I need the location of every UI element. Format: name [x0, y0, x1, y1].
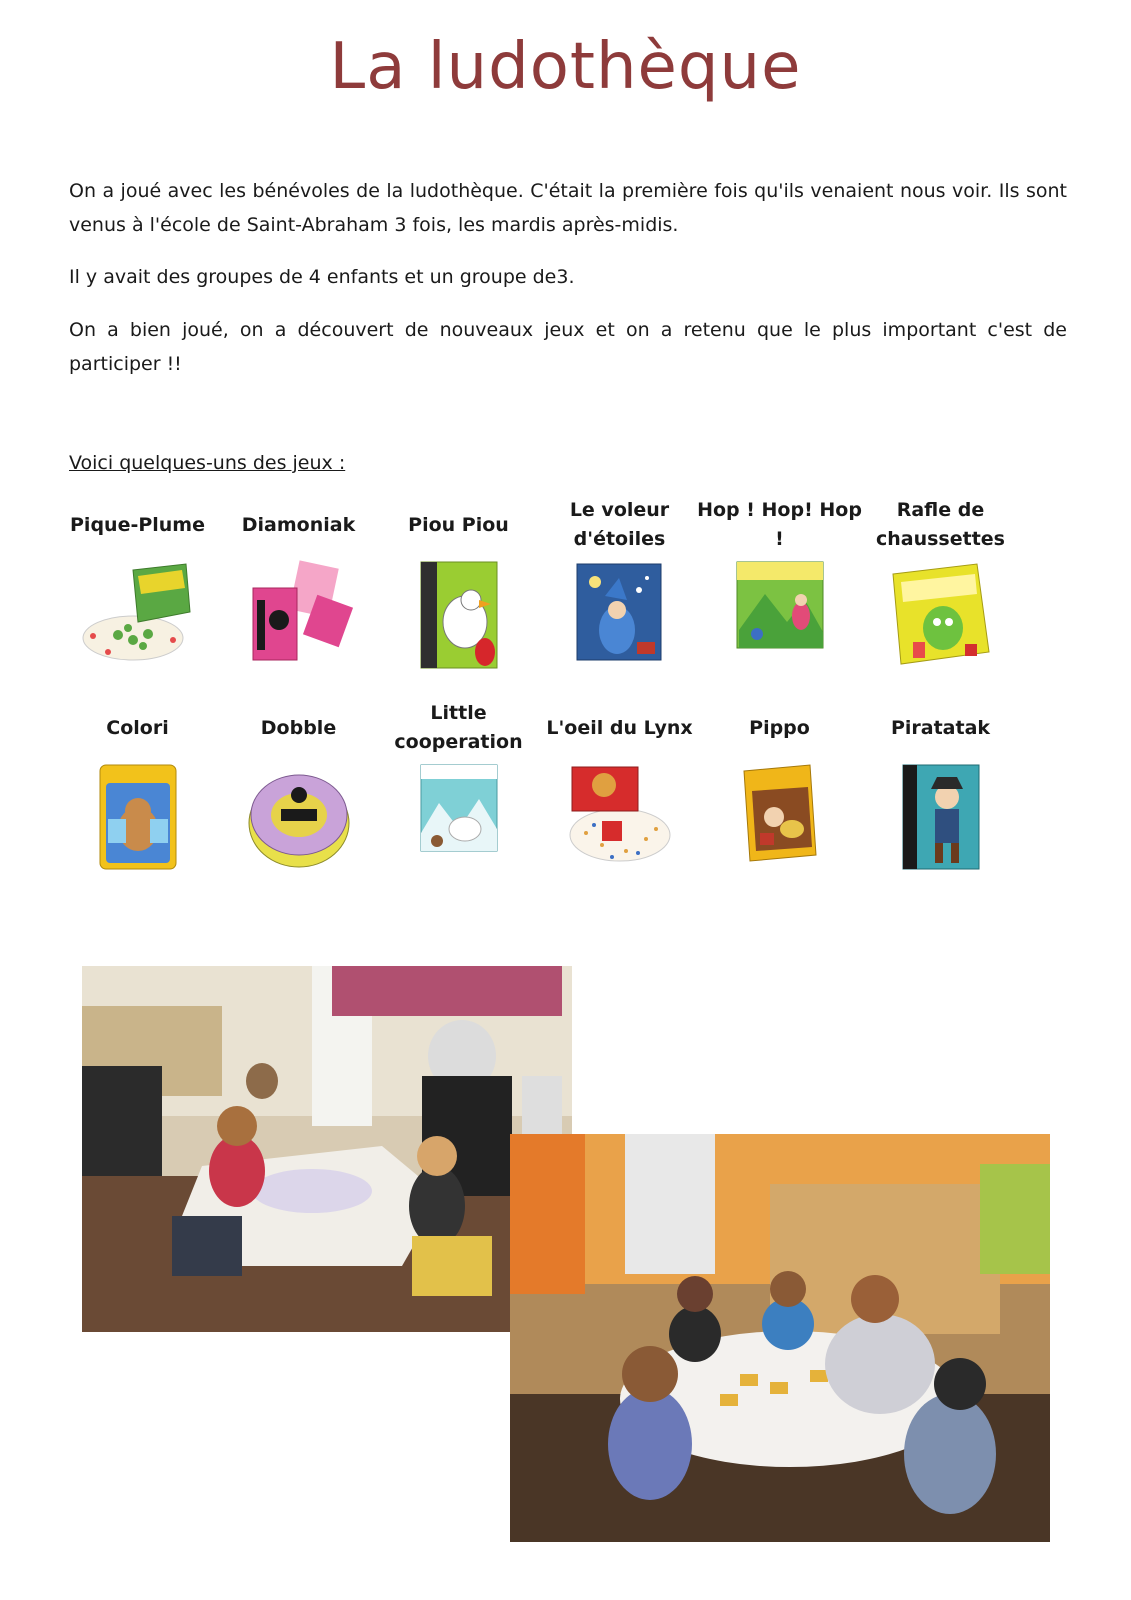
game-colori [55, 699, 220, 871]
game-box-image [419, 560, 499, 670]
game-box-image [575, 560, 665, 665]
game-name: Colori [106, 716, 169, 739]
game-piou-piou [376, 496, 541, 670]
game-oeil-du-lynx [537, 699, 702, 871]
classroom-photo-1 [82, 966, 572, 1332]
game-name: Hop ! Hop! Hop ! [697, 499, 862, 550]
game-dobble [216, 699, 381, 871]
classroom-photo-2 [510, 1134, 1050, 1542]
game-pippo [697, 699, 862, 863]
game-name: L'oeil du Lynx [546, 716, 693, 739]
game-name: Diamoniak [241, 513, 356, 536]
game-piratatak [858, 699, 1023, 871]
game-name: Little cooperation [394, 702, 523, 753]
paragraph-2: Il y avait des groupes de 4 enfants et un groupe de3. [69, 266, 575, 288]
game-rafle-de-chaussettes [858, 496, 1023, 668]
page-title: La ludothèque [329, 30, 802, 104]
game-name: Pippo [749, 716, 810, 739]
game-box-image [245, 763, 353, 871]
game-diamoniak [216, 496, 381, 665]
game-name: Dobble [260, 716, 337, 739]
game-name: Piratatak [890, 716, 991, 739]
game-box-image [887, 560, 995, 668]
game-box-image [78, 560, 198, 665]
paragraph-3: On a bien joué, on a découvert de nouveaux jeux et on a retenu que le plus important c'est de participer !! [69, 319, 1067, 375]
game-hop-hop-hop [697, 496, 862, 650]
game-name: Rafle de chaussettes [875, 499, 1005, 550]
game-box-image [566, 763, 674, 871]
paragraph-1: On a joué avec les bénévoles de la ludothèque. C'était la première fois qu'ils venaient nous voir. Ils sont venus à l'école de Saint-Abraham 3 fois, les mardis après-midis. [69, 180, 1067, 236]
game-pique-plume [55, 496, 220, 665]
game-le-voleur-etoiles [537, 496, 702, 665]
game-box-image [239, 560, 359, 665]
game-name: Pique-Plume [70, 513, 205, 536]
games-intro: Voici quelques-uns des jeux : [69, 452, 346, 474]
game-box-image [419, 763, 499, 853]
game-little-cooperation [376, 699, 541, 853]
game-box-image [740, 763, 820, 863]
game-box-image [901, 763, 981, 871]
game-box-image [735, 560, 825, 650]
game-name: Le voleur d'étoiles [569, 499, 670, 550]
game-name: Piou Piou [408, 513, 509, 536]
game-box-image [98, 763, 178, 871]
